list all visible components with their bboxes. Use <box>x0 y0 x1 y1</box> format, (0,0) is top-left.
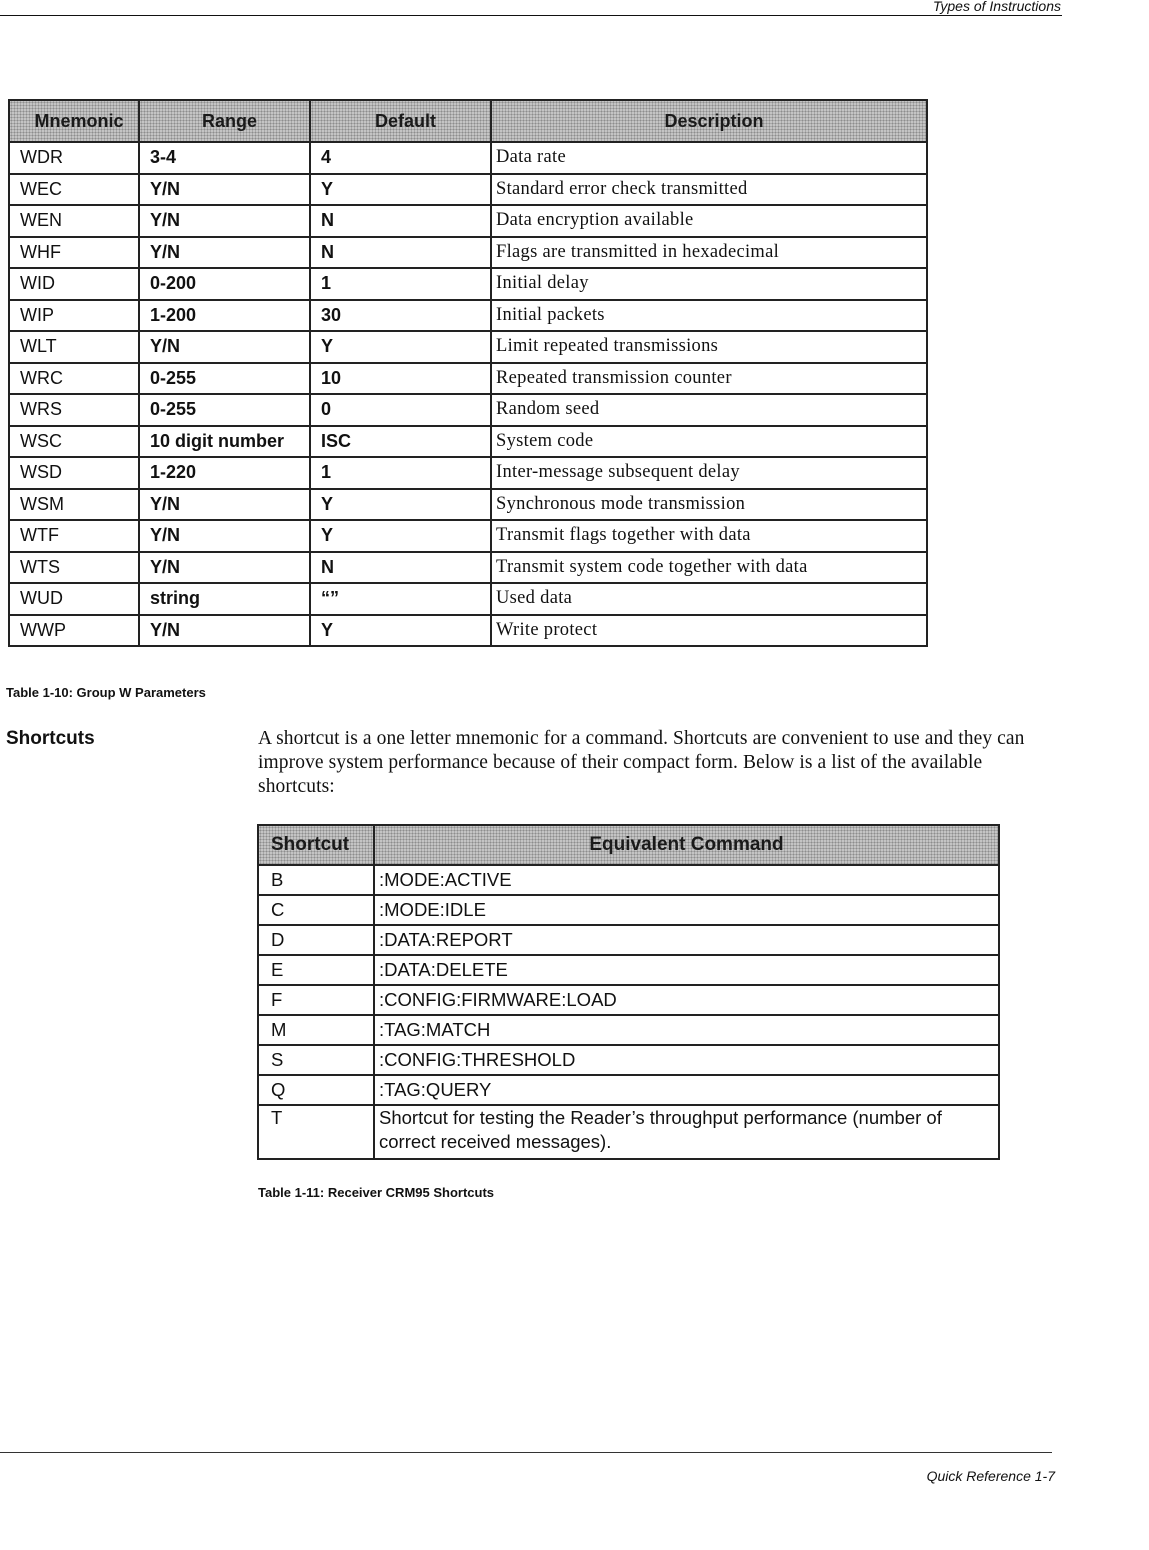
range-cell: 1-220 <box>139 457 310 489</box>
mnemonic-cell: WRC <box>9 363 139 395</box>
mnemonic-cell: WSM <box>9 489 139 521</box>
range-cell: Y/N <box>139 489 310 521</box>
mnemonic-cell: WSC <box>9 426 139 458</box>
command-cell: :CONFIG:FIRMWARE:LOAD <box>374 985 999 1015</box>
default-cell: Y <box>310 615 491 647</box>
table-row <box>9 457 927 489</box>
default-cell: ISC <box>310 426 491 458</box>
description-cell: Inter-message subsequent delay <box>491 457 927 489</box>
table-row <box>9 583 927 615</box>
range-cell: Y/N <box>139 552 310 584</box>
column-header-description: Description <box>491 100 927 142</box>
default-cell: 30 <box>310 300 491 332</box>
shortcut-cell: D <box>258 925 374 955</box>
page-header-title: Types of Instructions <box>932 0 1061 14</box>
description-cell: Write protect <box>491 615 927 647</box>
range-cell: 1-200 <box>139 300 310 332</box>
default-cell: Y <box>310 489 491 521</box>
table-row <box>9 268 927 300</box>
shortcut-cell: F <box>258 985 374 1015</box>
description-cell: Limit repeated transmissions <box>491 331 927 363</box>
table-row <box>258 865 999 895</box>
command-cell: :MODE:ACTIVE <box>374 865 999 895</box>
description-cell: System code <box>491 426 927 458</box>
body-paragraph: A shortcut is a one letter mnemonic for a command. Shortcuts are convenient to use and they can improve system performance because of their compact form. Below is a list of the available shortcuts: <box>258 728 1025 797</box>
mnemonic-cell: WDR <box>9 142 139 174</box>
table-row <box>9 552 927 584</box>
table-row <box>9 394 927 426</box>
description-cell: Data rate <box>491 142 927 174</box>
mnemonic-cell: WLT <box>9 331 139 363</box>
shortcut-cell: M <box>258 1015 374 1045</box>
shortcut-cell: T <box>258 1105 374 1159</box>
command-cell: :DATA:REPORT <box>374 925 999 955</box>
table-row <box>9 300 927 332</box>
mnemonic-cell: WRS <box>9 394 139 426</box>
table-row <box>9 331 927 363</box>
description-cell: Standard error check transmitted <box>491 174 927 206</box>
column-header-mnemonic: Mnemonic <box>9 100 139 142</box>
mnemonic-cell: WTS <box>9 552 139 584</box>
table-row <box>258 1015 999 1045</box>
table-row <box>9 489 927 521</box>
description-cell: Repeated transmission counter <box>491 363 927 395</box>
table-row <box>9 205 927 237</box>
section-heading: Shortcuts <box>6 728 95 749</box>
default-cell: “” <box>310 583 491 615</box>
command-cell: :TAG:QUERY <box>374 1075 999 1105</box>
table-caption: Table 1-10: Group W Parameters <box>6 685 206 700</box>
mnemonic-cell: WHF <box>9 237 139 269</box>
mnemonic-cell: WIP <box>9 300 139 332</box>
default-cell: N <box>310 552 491 584</box>
command-cell: Shortcut for testing the Reader’s throughput performance (number of correct received messages). <box>374 1105 999 1159</box>
table-row <box>9 426 927 458</box>
default-cell: 0 <box>310 394 491 426</box>
description-cell: Data encryption available <box>491 205 927 237</box>
table-row <box>258 1045 999 1075</box>
table-row <box>258 1075 999 1105</box>
shortcuts-table <box>257 824 1000 1160</box>
table-row <box>9 174 927 206</box>
table-header-row <box>258 825 999 865</box>
mnemonic-cell: WSD <box>9 457 139 489</box>
mnemonic-cell: WID <box>9 268 139 300</box>
range-cell: 0-255 <box>139 394 310 426</box>
default-cell: N <box>310 205 491 237</box>
range-cell: 3-4 <box>139 142 310 174</box>
table-row <box>9 142 927 174</box>
shortcut-cell: E <box>258 955 374 985</box>
description-cell: Initial delay <box>491 268 927 300</box>
table-row <box>258 925 999 955</box>
command-cell: :TAG:MATCH <box>374 1015 999 1045</box>
range-cell: string <box>139 583 310 615</box>
default-cell: Y <box>310 520 491 552</box>
range-cell: 0-200 <box>139 268 310 300</box>
table-row <box>9 237 927 269</box>
command-cell: :CONFIG:THRESHOLD <box>374 1045 999 1075</box>
description-cell: Random seed <box>491 394 927 426</box>
default-cell: Y <box>310 331 491 363</box>
header-rule <box>0 15 1062 16</box>
column-header-default: Default <box>310 100 491 142</box>
column-header-equivalent-command: Equivalent Command <box>374 825 999 865</box>
command-cell: :MODE:IDLE <box>374 895 999 925</box>
table-row <box>258 895 999 925</box>
default-cell: 1 <box>310 268 491 300</box>
default-cell: 1 <box>310 457 491 489</box>
description-cell: Transmit flags together with data <box>491 520 927 552</box>
table-row <box>258 1105 999 1159</box>
group-w-parameters-table <box>8 99 928 647</box>
description-cell: Transmit system code together with data <box>491 552 927 584</box>
shortcut-cell: S <box>258 1045 374 1075</box>
default-cell: Y <box>310 174 491 206</box>
mnemonic-cell: WUD <box>9 583 139 615</box>
shortcut-cell: Q <box>258 1075 374 1105</box>
default-cell: N <box>310 237 491 269</box>
default-cell: 10 <box>310 363 491 395</box>
mnemonic-cell: WEC <box>9 174 139 206</box>
range-cell: Y/N <box>139 520 310 552</box>
range-cell: Y/N <box>139 331 310 363</box>
range-cell: Y/N <box>139 615 310 647</box>
table-header-row <box>9 100 927 142</box>
description-cell: Synchronous mode transmission <box>491 489 927 521</box>
shortcut-cell: B <box>258 865 374 895</box>
page-footer: Quick Reference 1-7 <box>926 1468 1055 1484</box>
footer-rule <box>0 1452 1052 1453</box>
mnemonic-cell: WTF <box>9 520 139 552</box>
range-cell: Y/N <box>139 237 310 269</box>
column-header-shortcut: Shortcut <box>258 825 374 865</box>
description-cell: Flags are transmitted in hexadecimal <box>491 237 927 269</box>
table-row <box>258 985 999 1015</box>
mnemonic-cell: WEN <box>9 205 139 237</box>
table-row <box>258 955 999 985</box>
shortcut-cell: C <box>258 895 374 925</box>
table-row <box>9 363 927 395</box>
default-cell: 4 <box>310 142 491 174</box>
table-row <box>9 520 927 552</box>
range-cell: Y/N <box>139 174 310 206</box>
column-header-range: Range <box>139 100 310 142</box>
mnemonic-cell: WWP <box>9 615 139 647</box>
range-cell: Y/N <box>139 205 310 237</box>
command-cell: :DATA:DELETE <box>374 955 999 985</box>
table-row <box>9 615 927 647</box>
range-cell: 0-255 <box>139 363 310 395</box>
range-cell: 10 digit number <box>139 426 310 458</box>
description-cell: Used data <box>491 583 927 615</box>
table-caption: Table 1-11: Receiver CRM95 Shortcuts <box>258 1185 495 1200</box>
description-cell: Initial packets <box>491 300 927 332</box>
